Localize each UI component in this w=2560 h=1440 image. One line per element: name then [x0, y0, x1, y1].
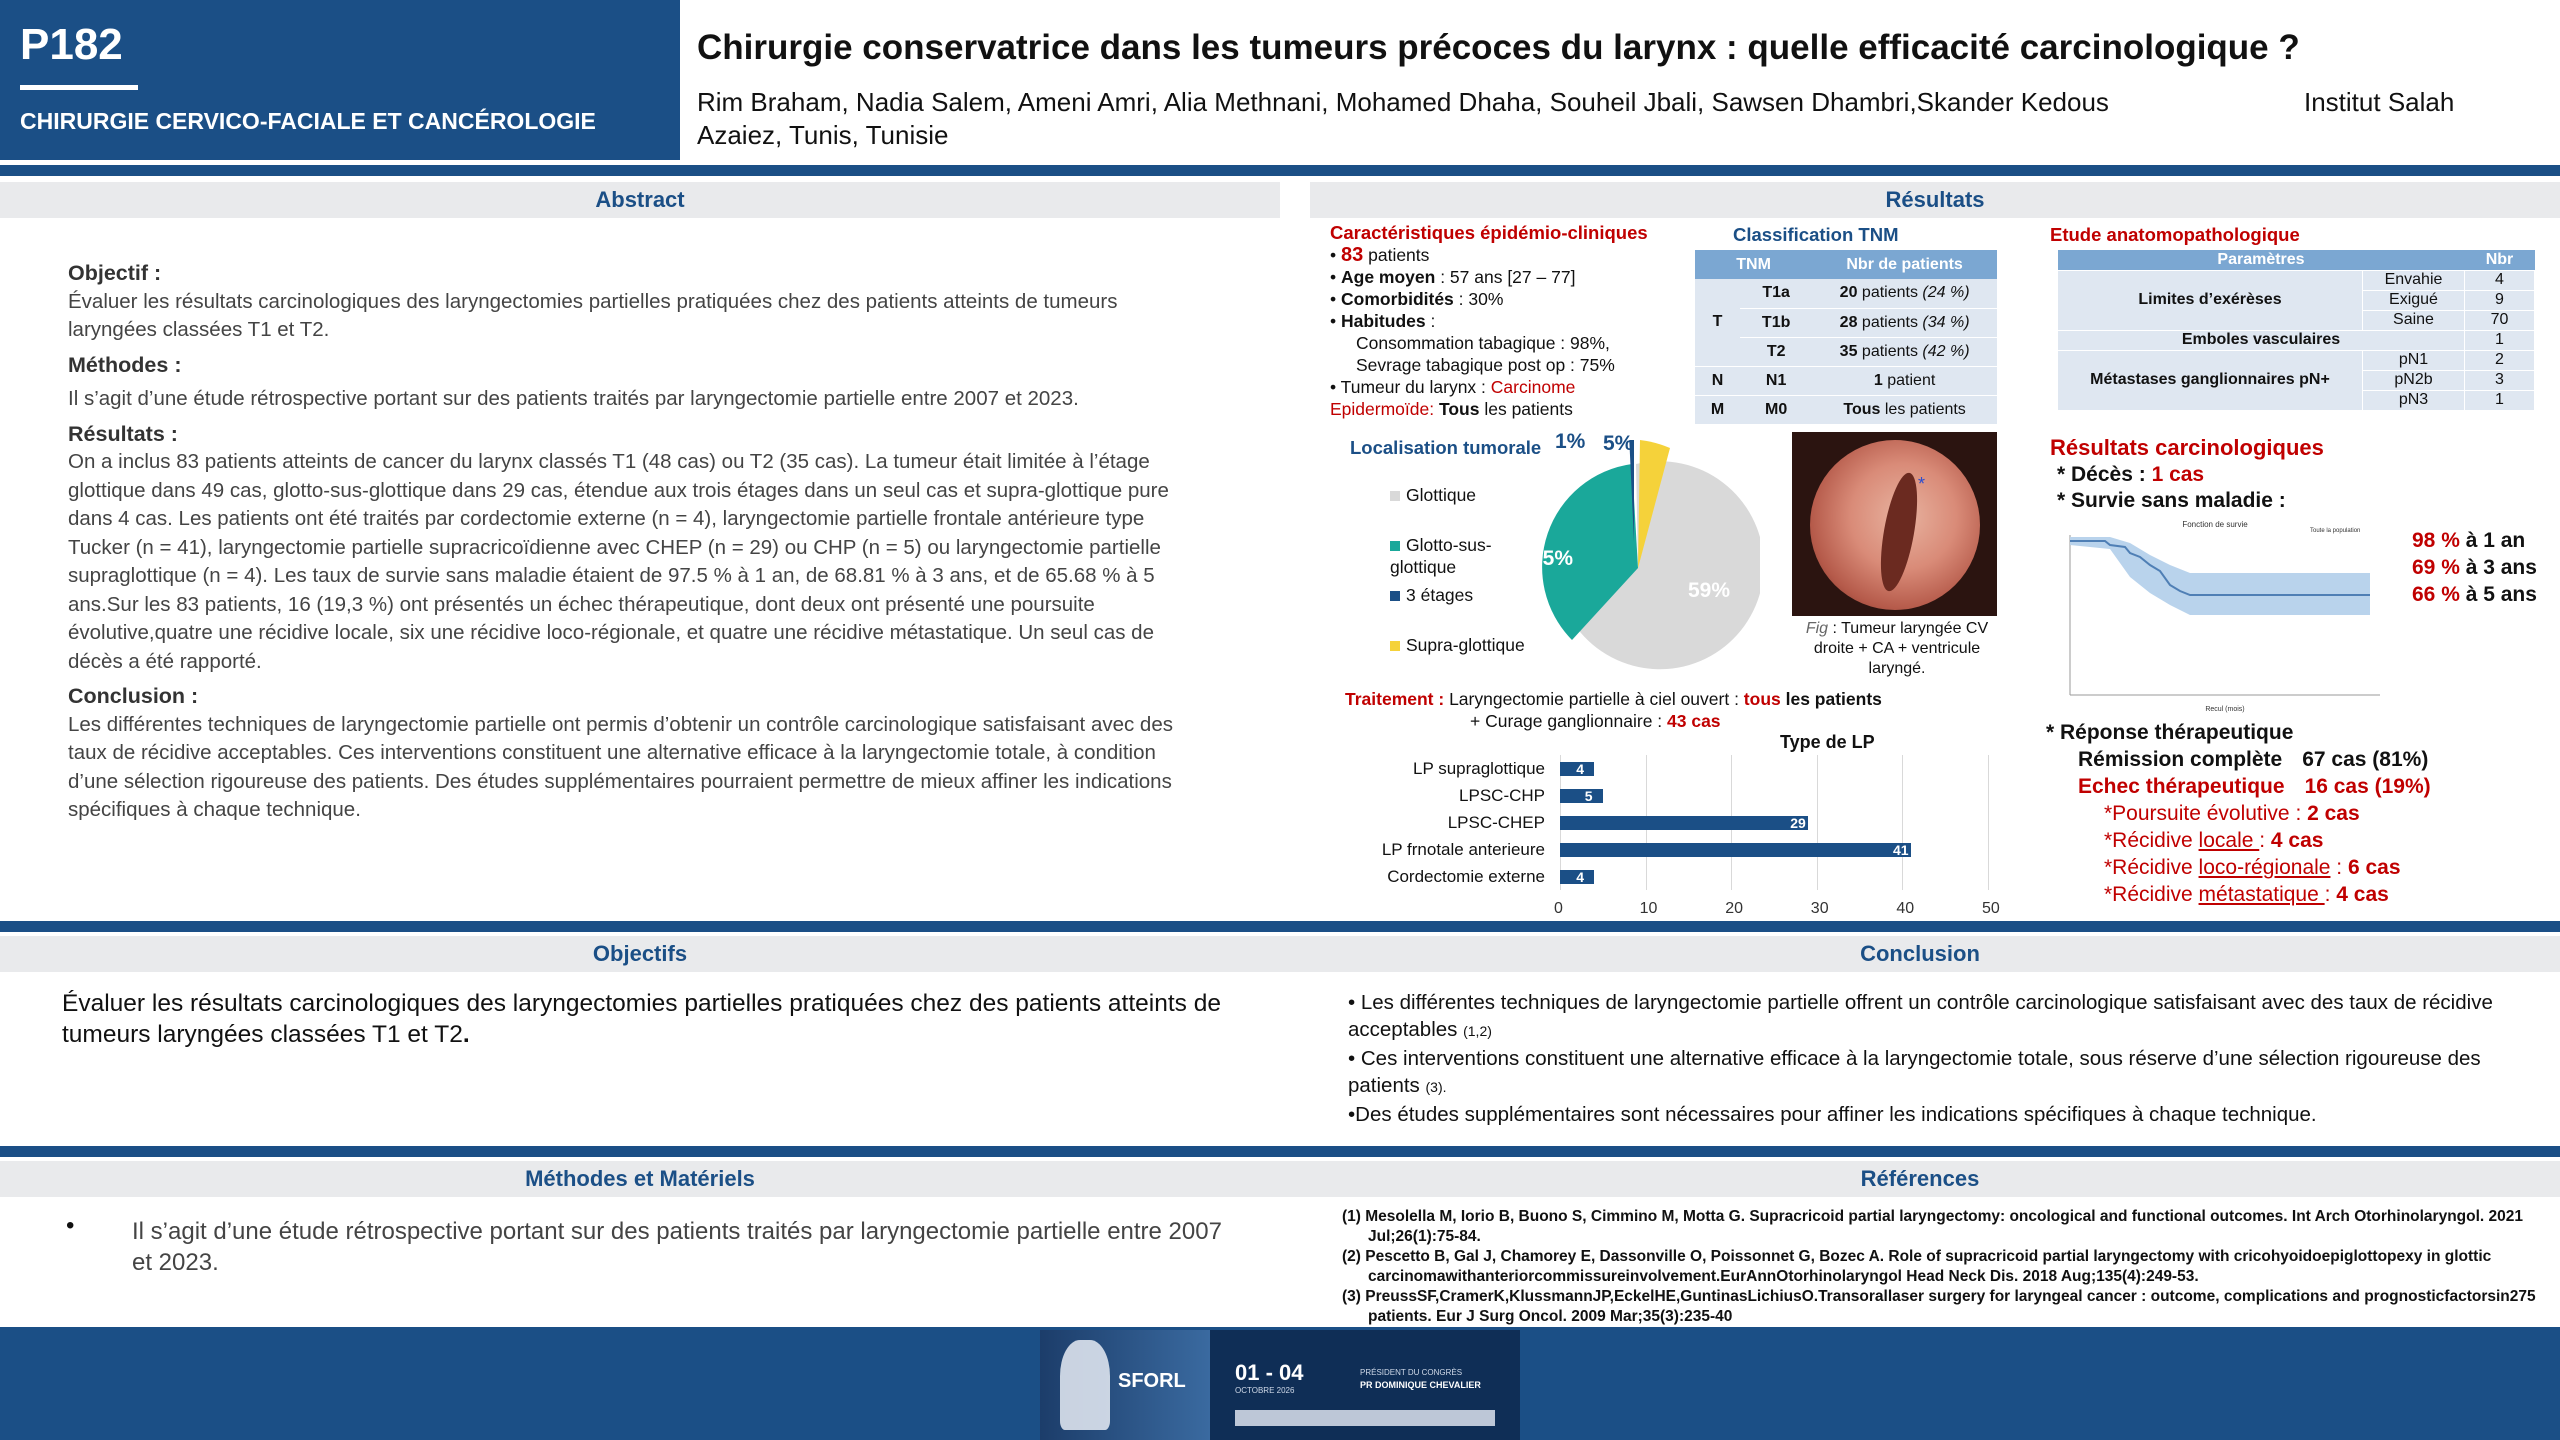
poster-category: CHIRURGIE CERVICO-FACIALE ET CANCÉROLOGIE	[20, 108, 596, 134]
abstract-conclusion-text: Les différentes techniques de laryngectomie partielle ont permis d’obtenir un contrôle carcinologique satisfaisant avec des taux de récidive acceptables. Ces interventions constituent une alternative efficace à la laryngectomie totale, à condition d’une sélection rigoureuse des patients. Des études supplémentaires pourraient permettre de mieux affiner les indications spécifiques à chaque technique.	[68, 712, 1173, 821]
chart-category-label: LP frnotale anterieure	[1381, 839, 1545, 859]
chart-bar-value: 4	[1576, 760, 1585, 777]
km-title: Fonction de survie	[2182, 520, 2248, 529]
chart-x-ticks	[1554, 898, 2000, 920]
conclusion-header: Conclusion	[1280, 936, 2560, 972]
reponse-poursuite: *Poursuite évolutive : 2 cas	[2104, 802, 2360, 825]
abstract-body	[68, 253, 1203, 825]
methodes-text: Il s’agit d’une étude rétrospective portant sur des patients traités par laryngectomie partielle entre 2007 et 2023.	[132, 1218, 1222, 1276]
objectifs-text: Évaluer les résultats carcinologiques des laryngectomies partielles pratiquées chez des patients atteints de tumeurs laryngées classées T1 et T2.	[62, 990, 1221, 1048]
anapath-exigue: Exigué	[2363, 290, 2465, 310]
tnm-stage: N1	[1740, 366, 1812, 395]
reponse-block	[2046, 719, 2431, 908]
epidemio-tabac: Consommation tabagique : 98%,	[1356, 333, 1610, 353]
anapath-envahie-n: 4	[2465, 270, 2535, 290]
chart-gridline	[1902, 755, 1903, 890]
lower-rule	[0, 1146, 2560, 1157]
poster-title: Chirurgie conservatrice dans les tumeurs précoces du larynx : quelle efficacité carcinologique ?	[697, 28, 2300, 67]
tnm-count: 35 patients (42 %)	[1812, 337, 1997, 366]
methodes-bullet: •	[66, 1212, 75, 1239]
carcino-deces: * Décès : 1 cas	[2057, 463, 2205, 486]
authors-line2: Azaiez, Tunis, Tunisie	[697, 120, 949, 150]
anapath-exigue-n: 9	[2465, 290, 2535, 310]
sponsor-strip	[1235, 1410, 1495, 1426]
chart-category-label: LPSC-CHP	[1459, 785, 1545, 805]
chart-category-label: Cordectomie externe	[1387, 866, 1545, 886]
pie-label-5pct: 5%	[1603, 432, 1634, 455]
congress-dates: 01 - 04	[1235, 1360, 1304, 1385]
reponse-echec: Echec thérapeutique 16 cas (19%)	[2078, 775, 2431, 798]
poster-id: P182	[20, 20, 123, 69]
figure-caption: Fig : Tumeur laryngée CV droite + CA + ventricule laryngé.	[1805, 620, 1989, 677]
tnm-count: Tous les patients	[1812, 395, 1997, 424]
epidemio-title: Caractéristiques épidémio-cliniques	[1330, 222, 1648, 243]
reponse-recidive-locale: *Récidive locale : 4 cas	[2104, 829, 2324, 852]
results-header: Résultats	[1310, 182, 2560, 218]
president-name: PR DOMINIQUE CHEVALIER	[1360, 1380, 1481, 1390]
tnm-row	[1695, 308, 1997, 337]
localisation-title: Localisation tumorale	[1350, 437, 1542, 458]
pie-legend-glottique: Glottique	[1390, 484, 1510, 506]
tnm-row	[1695, 337, 1997, 366]
pie-chart	[1520, 440, 1760, 680]
pie-legend-glotto: Glotto-sus-glottique	[1390, 535, 1492, 577]
pie-label-35: 35%	[1531, 547, 1574, 570]
reference-item: (1) Mesolella M, Iorio B, Buono S, Cimmino M, Motta G. Supracricoid partial laryngectomy: oncological and functional outcomes. Int Arch Otorhinolaryngol. 2021 Jul;26(1):75-84.	[1342, 1208, 2524, 1245]
tnm-group: N	[1695, 366, 1740, 395]
pie-label-1pct: 1%	[1555, 430, 1586, 453]
tnm-row	[1695, 395, 1997, 424]
objectifs-header: Objectifs	[0, 936, 1280, 972]
chart-bar	[1560, 843, 1911, 857]
reponse-title: * Réponse thérapeutique	[2046, 721, 2294, 744]
abstract-conclusion-heading: Conclusion :	[68, 684, 199, 708]
reponse-recidive-metastatique: *Récidive métastatique : 4 cas	[2104, 883, 2389, 906]
references-header: Références	[1280, 1161, 2560, 1197]
traitement-line1: Traitement : Laryngectomie partielle à ciel ouvert : tous les patients	[1345, 689, 1882, 709]
abstract-resultats-text: On a inclus 83 patients atteints de cancer du larynx classés T1 (48 cas) ou T2 (35 cas). La tumeur était limitée à l’étage glottique dans 49 cas, glotto-sus-glottique dans 29 cas, étendue aux trois étages dans un seul cas et supra-glottique pure dans 4 cas. Les patients ont été traités par cordectomie externe (n = 4), laryngectomie partielle frontale antérieure type Tucker (n = 41), laryngectomie partielle supracricoïdienne avec CHEP (n = 29) ou CHP (n = 5) ou laryngectomie partielle supraglottique (n = 4). Les taux de survie sans maladie étaient de 97.5 % à 1 an, de 68.81 % à 3 ans, et de 65.68 % à 5 ans.Sur les 83 patients, 16 (19,3 %) ont présentés un échec thérapeutique, dont deux ont présenté une poursuite évolutive,quatre une récidive locale, six une récidive loco-régionale, et quatre une récidive métastatique. Un seul cas de décès a été rapporté.	[68, 450, 1169, 673]
authors	[697, 86, 2497, 152]
survival-5ans: 66 % à 5 ans	[2412, 583, 2537, 606]
epidemio-habitudes: • Habitudes :	[1330, 311, 1436, 331]
endoscopy-image: *	[1792, 432, 1997, 616]
anapath-pn2b: pN2b	[2363, 370, 2465, 390]
chart-bar	[1560, 816, 1808, 830]
pie-legend-3etages: 3 étages	[1390, 584, 1510, 606]
abstract-methodes-heading: Méthodes :	[68, 352, 182, 377]
chart-x-tick: 20	[1725, 900, 1743, 917]
survival-1an: 98 % à 1 an	[2412, 529, 2526, 552]
authors-line1: Rim Braham, Nadia Salem, Ameni Amri, Alia Methnani, Mohamed Dhaha, Souheil Jbali, Sawsen Dhambri,Skander Kedous	[697, 87, 2109, 117]
anapath-pn3-n: 1	[2465, 390, 2535, 410]
anapath-emboles: Emboles vasculaires	[2058, 330, 2465, 350]
president-label: PRÉSIDENT DU CONGRÈS	[1360, 1368, 1463, 1377]
chart-x-tick: 30	[1810, 900, 1829, 917]
poster-id-underline	[20, 85, 138, 90]
tnm-stage: T1b	[1740, 308, 1812, 337]
chart-category-label: LP supraglottique	[1412, 758, 1545, 778]
anapath-saine-n: 70	[2465, 310, 2535, 330]
tnm-col-tnm: TNM	[1695, 250, 1812, 279]
reference-item: (2) Pescetto B, Gal J, Chamorey E, Dassonville O, Poissonnet G, Bozec A. Role of supracricoid partial laryngectomy with cricohyoidoepiglottopexy in glottic carcinomawithanteriorcommissureinvolvement.EurAnnOtorhinolaryngol Head Neck Dis. 2018 Aug;135(4):249-53.	[1342, 1248, 2492, 1285]
anapath-table	[2057, 250, 2535, 411]
chart-category-label: LPSC-CHEP	[1447, 812, 1545, 832]
tnm-title: Classification TNM	[1733, 224, 1899, 245]
km-xlabel: Recul (mois)	[2205, 706, 2245, 713]
sforl-logo: SFORL	[1118, 1370, 1186, 1392]
chart-category-labels	[1340, 755, 1545, 890]
chart-gridline	[1988, 755, 1989, 890]
tnm-stage: T1a	[1740, 279, 1812, 308]
conclusion-bullet-2: • Ces interventions constituent une alternative efficace à la laryngectomie totale, sous réserve d’une sélection rigoureuse des patients (3).	[1348, 1047, 2481, 1097]
tnm-col-nbr: Nbr de patients	[1812, 250, 1997, 279]
profile-silhouette	[1060, 1340, 1110, 1430]
chart-bar-value: 29	[1790, 814, 1806, 831]
references-list	[1342, 1207, 2542, 1327]
chart-bar	[1560, 789, 1603, 803]
conclusion-body	[1348, 989, 2518, 1128]
anapath-saine: Saine	[2363, 310, 2465, 330]
tnm-group: M	[1695, 395, 1740, 424]
carcino-title: Résultats carcinologiques	[2050, 435, 2324, 460]
anapath-title: Etude anatomopathologique	[2050, 224, 2300, 245]
km-survival-chart	[2050, 515, 2380, 715]
chart-x-tick: 0	[1554, 900, 1563, 917]
middle-rule	[0, 921, 2560, 932]
tnm-row	[1695, 279, 1997, 308]
reference-item: (3) PreussSF,CramerK,KlussmannJP,EckelHE,GuntinasLichiusO.Transorallaser surgery for laryngeal cancer : outcome, complications and prognosticfactorsin275 patients. Eur J Surg Oncol. 2009 Mar;35(3):235-40	[1342, 1288, 2536, 1325]
institution: Institut Salah	[2304, 87, 2455, 117]
epidemio-age: • Age moyen : 57 ans [27 – 77]	[1330, 267, 1576, 287]
tnm-count: 28 patients (34 %)	[1812, 308, 1997, 337]
tnm-stage: T2	[1740, 337, 1812, 366]
epidemio-comorb: • Comorbidités : 30%	[1330, 289, 1504, 309]
tnm-count: 1 patient	[1812, 366, 1997, 395]
chart-x-tick: 50	[1982, 900, 2000, 917]
conclusion-bullet-3: •Des études supplémentaires sont nécessaires pour affiner les indications spécifiques à chaque technique.	[1348, 1103, 2317, 1126]
epidemio-block	[1330, 222, 1690, 420]
tnm-group-t: T	[1695, 279, 1740, 366]
tnm-stage: M0	[1740, 395, 1812, 424]
anapath-pn1-n: 2	[2465, 350, 2535, 370]
abstract-objectif-text: Évaluer les résultats carcinologiques des laryngectomies partielles pratiquées chez des patients atteints de tumeurs laryngées classées T1 et T2.	[68, 289, 1118, 341]
abstract-objectif-heading: Objectif :	[68, 261, 162, 285]
epidemio-sevrage: Sevrage tabagique post op : 75%	[1356, 355, 1615, 375]
carcino-survie: * Survie sans maladie :	[2057, 489, 2286, 512]
tnm-count: 20 patients (24 %)	[1812, 279, 1997, 308]
abstract-resultats-heading: Résultats :	[68, 421, 178, 446]
congress-month: OCTOBRE 2026	[1235, 1386, 1295, 1395]
traitement-line2: + Curage ganglionnaire : 43 cas	[1470, 711, 1721, 731]
epidemio-patients: • 83 patients	[1330, 244, 1430, 266]
chart-x-tick: 10	[1639, 900, 1658, 917]
anapath-col-nbr: Nbr	[2465, 250, 2535, 270]
chart-bar-value: 41	[1892, 841, 1909, 858]
anapath-limites: Limites d’exérèses	[2058, 270, 2363, 330]
chart-bar-value: 5	[1584, 787, 1593, 804]
pie-legend-supra: Supra-glottique	[1390, 634, 1530, 656]
conclusion-bullet-1: • Les différentes techniques de laryngectomie partielle offrent un contrôle carcinologique satisfaisant avec des taux de récidive acceptables (1,2)	[1348, 991, 2493, 1041]
km-legend: Toute la population	[2310, 528, 2361, 534]
tnm-table	[1695, 250, 1997, 425]
anapath-pn2b-n: 3	[2465, 370, 2535, 390]
congress-banner	[1040, 1330, 1520, 1440]
survival-rates	[2412, 527, 2537, 608]
methodes-header: Méthodes et Matériels	[0, 1161, 1280, 1197]
tnm-row	[1695, 366, 1997, 395]
anapath-pn3: pN3	[2363, 390, 2465, 410]
chart-gridline	[1817, 755, 1818, 890]
chart-x-tick: 40	[1896, 900, 1915, 917]
anapath-metastases: Métastases ganglionnaires pN+	[2058, 350, 2363, 410]
abstract-methodes-text: Il s’agit d’une étude rétrospective portant sur des patients traités par laryngectomie partielle entre 2007 et 2023.	[68, 387, 1079, 410]
bar-chart-plot	[1560, 755, 1988, 890]
anapath-pn1: pN1	[2363, 350, 2465, 370]
epidemio-tumeur2: Epidermoïde: Tous les patients	[1330, 399, 1573, 419]
reponse-recidive-locoregionale: *Récidive loco-régionale : 6 cas	[2104, 856, 2401, 879]
reponse-rc: Rémission complète 67 cas (81%)	[2078, 748, 2429, 771]
anapath-col-param: Paramètres	[2058, 250, 2465, 270]
header-rule	[0, 165, 2560, 176]
anapath-envahie: Envahie	[2363, 270, 2465, 290]
chart-title: Type de LP	[1780, 732, 1875, 752]
anapath-emboles-n: 1	[2465, 330, 2535, 350]
abstract-header: Abstract	[0, 182, 1280, 218]
chart-bar-value: 4	[1576, 868, 1585, 885]
epidemio-tumeur: • Tumeur du larynx : Carcinome	[1330, 377, 1576, 397]
pie-label-59: 59%	[1688, 579, 1731, 602]
survival-3ans: 69 % à 3 ans	[2412, 556, 2537, 579]
